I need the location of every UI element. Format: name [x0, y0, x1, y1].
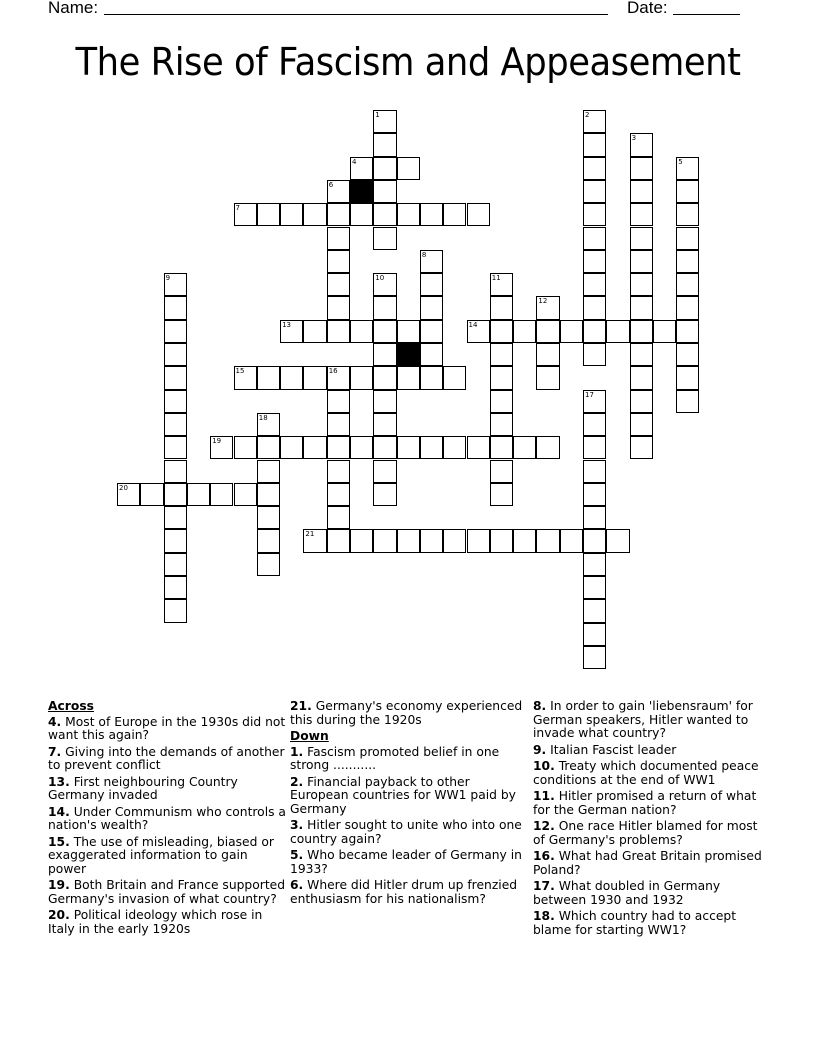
grid-cell[interactable]	[420, 320, 443, 343]
grid-cell[interactable]	[606, 320, 629, 343]
grid-cell[interactable]	[467, 529, 490, 552]
grid-cell[interactable]	[583, 599, 606, 622]
grid-cell[interactable]	[630, 296, 653, 319]
grid-cell[interactable]	[187, 483, 210, 506]
grid-cell[interactable]	[630, 436, 653, 459]
down-heading: Down	[290, 729, 329, 743]
grid-cell[interactable]	[327, 390, 350, 413]
grid-cell[interactable]	[164, 296, 187, 319]
clue-number: 16	[328, 367, 338, 376]
grid-cell[interactable]	[280, 320, 303, 343]
clue-across-13: 13. First neighbouring Country Germany invaded	[48, 774, 238, 802]
grid-cell[interactable]	[583, 436, 606, 459]
grid-cell[interactable]	[676, 250, 699, 273]
grid-cell[interactable]	[583, 110, 606, 133]
grid-cell[interactable]	[303, 203, 326, 226]
grid-cell[interactable]	[257, 483, 280, 506]
grid-cell[interactable]	[140, 483, 163, 506]
clues-column-2	[290, 700, 530, 909]
grid-cell[interactable]	[583, 250, 606, 273]
grid-cell[interactable]	[327, 203, 350, 226]
grid-cell[interactable]	[164, 599, 187, 622]
grid-cell[interactable]	[350, 366, 373, 389]
grid-cell[interactable]	[583, 157, 606, 180]
grid-cell[interactable]	[490, 296, 513, 319]
clue-across-21: 21. Germany's economy experienced this during the 1920s	[290, 699, 523, 727]
grid-cell[interactable]	[630, 413, 653, 436]
grid-cell[interactable]	[630, 273, 653, 296]
clue-down-3: 3. Hitler sought to unite who into one country again?	[290, 818, 522, 846]
grid-cell[interactable]	[164, 506, 187, 529]
clue-number: 11	[491, 274, 501, 283]
grid-cell[interactable]	[676, 320, 699, 343]
grid-cell[interactable]	[583, 296, 606, 319]
clue-number: 2	[585, 111, 590, 119]
grid-cell[interactable]	[373, 110, 396, 133]
clue-number: 6	[328, 180, 334, 189]
grid-cell[interactable]	[630, 227, 653, 250]
grid-cell[interactable]	[327, 413, 350, 436]
grid-cell[interactable]	[583, 413, 606, 436]
grid-cell[interactable]	[373, 343, 396, 366]
clue-number: 10	[375, 274, 385, 283]
grid-cell[interactable]	[164, 436, 187, 459]
clue-across-19: 19. Both Britain and France supported Germany's invasion of what country?	[48, 878, 286, 906]
grid-cell[interactable]	[397, 529, 420, 552]
clue-down-5: 5. Who became leader of Germany in 1933?	[290, 848, 522, 876]
grid-cell[interactable]	[676, 366, 699, 389]
grid-cell[interactable]	[630, 157, 653, 180]
grid-cell[interactable]	[397, 157, 420, 180]
grid-cell[interactable]	[373, 227, 396, 250]
grid-cell[interactable]	[234, 436, 257, 459]
grid-cell[interactable]	[676, 390, 699, 413]
grid-cell[interactable]	[164, 343, 187, 366]
grid-cell[interactable]	[257, 460, 280, 483]
grid-cell[interactable]	[373, 436, 396, 459]
grid-cell[interactable]	[164, 483, 187, 506]
grid-cell[interactable]	[420, 273, 443, 296]
clue-down-17: 17. What doubled in Germany between 1930 and 1932	[533, 879, 721, 907]
grid-cell[interactable]	[560, 529, 583, 552]
grid-cell[interactable]	[373, 296, 396, 319]
grid-cell[interactable]	[327, 227, 350, 250]
grid-cell[interactable]	[490, 529, 513, 552]
grid-cell[interactable]	[536, 343, 559, 366]
grid-cell[interactable]	[467, 436, 490, 459]
clue-down-9: 9. Italian Fascist leader	[533, 742, 677, 757]
grid-cell[interactable]	[583, 553, 606, 576]
grid-cell[interactable]	[583, 180, 606, 203]
grid-cell[interactable]	[513, 320, 536, 343]
grid-cell[interactable]	[630, 203, 653, 226]
grid-cell[interactable]	[280, 366, 303, 389]
grid-cell[interactable]	[164, 273, 187, 296]
clue-down-6: 6. Where did Hitler drum up frenzied enthusiasm for his nationalism?	[290, 878, 518, 906]
grid-cell[interactable]	[257, 506, 280, 529]
grid-cell[interactable]	[630, 320, 653, 343]
grid-cell[interactable]	[327, 250, 350, 273]
grid-cell[interactable]	[583, 133, 606, 156]
clue-down-2: 2. Financial payback to other European countries for WW1 paid by Germany	[290, 774, 516, 816]
grid-cell[interactable]	[536, 296, 559, 319]
grid-cell[interactable]	[490, 436, 513, 459]
across-heading: Across	[48, 699, 94, 713]
grid-cell[interactable]	[583, 203, 606, 226]
grid-cell[interactable]	[536, 320, 559, 343]
grid-cell[interactable]	[420, 366, 443, 389]
clue-across-15: 15. The use of misleading, biased or exaggerated information to gain power	[48, 834, 274, 876]
grid-cell[interactable]	[443, 436, 466, 459]
grid-cell[interactable]	[280, 436, 303, 459]
grid-cell[interactable]	[350, 436, 373, 459]
grid-cell[interactable]	[327, 506, 350, 529]
clues-column-1	[48, 700, 288, 939]
clue-down-1: 1. Fascism promoted belief in one strong ...........	[290, 744, 500, 772]
clue-down-12: 12. One race Hitler blamed for most of Germany's problems?	[533, 819, 758, 847]
grid-cell[interactable]	[490, 366, 513, 389]
grid-cell[interactable]	[327, 529, 350, 552]
grid-cell[interactable]	[490, 273, 513, 296]
grid-cell[interactable]	[303, 320, 326, 343]
clue-number: 17	[585, 390, 594, 399]
grid-cell[interactable]	[164, 529, 187, 552]
clue-across-7: 7. Giving into the demands of another to prevent conflict	[48, 744, 285, 772]
grid-cell[interactable]	[373, 273, 396, 296]
grid-cell[interactable]	[350, 203, 373, 226]
black-cell	[397, 343, 420, 366]
grid-cell[interactable]	[234, 366, 257, 389]
grid-cell[interactable]	[164, 413, 187, 436]
clue-number: 18	[258, 413, 268, 422]
grid-cell[interactable]	[327, 460, 350, 483]
grid-cell[interactable]	[164, 553, 187, 576]
grid-cell[interactable]	[257, 553, 280, 576]
grid-cell[interactable]	[630, 180, 653, 203]
grid-cell[interactable]	[257, 203, 280, 226]
clue-number: 12	[538, 297, 548, 306]
grid-cell[interactable]	[560, 320, 583, 343]
grid-cell[interactable]	[420, 296, 443, 319]
grid-cell[interactable]	[373, 529, 396, 552]
grid-cell[interactable]	[420, 436, 443, 459]
clue-down-10: 10. Treaty which documented peace conditions at the end of WW1	[533, 759, 759, 787]
grid-cell[interactable]	[490, 413, 513, 436]
grid-cell[interactable]	[443, 203, 466, 226]
grid-cell[interactable]	[117, 483, 140, 506]
grid-cell[interactable]	[676, 157, 699, 180]
clue-number: 4	[352, 157, 357, 166]
grid-cell[interactable]	[630, 343, 653, 366]
grid-cell[interactable]	[490, 343, 513, 366]
grid-cell[interactable]	[513, 529, 536, 552]
grid-cell[interactable]	[606, 529, 629, 552]
grid-cell[interactable]	[490, 390, 513, 413]
grid-cell[interactable]	[373, 366, 396, 389]
grid-cell[interactable]	[164, 366, 187, 389]
grid-cell[interactable]	[443, 529, 466, 552]
grid-cell[interactable]	[583, 576, 606, 599]
grid-cell[interactable]	[373, 203, 396, 226]
grid-cell[interactable]	[327, 483, 350, 506]
grid-cell[interactable]	[467, 320, 490, 343]
grid-cell[interactable]	[630, 366, 653, 389]
grid-cell[interactable]	[327, 296, 350, 319]
grid-cell[interactable]	[210, 483, 233, 506]
grid-cell[interactable]	[397, 320, 420, 343]
grid-cell[interactable]	[467, 203, 490, 226]
clue-number: 9	[165, 274, 171, 283]
grid-cell[interactable]	[373, 483, 396, 506]
clue-number: 8	[421, 250, 427, 259]
grid-cell[interactable]	[653, 320, 676, 343]
grid-cell[interactable]	[490, 483, 513, 506]
clue-number: 5	[678, 157, 683, 166]
clue-down-18: 18. Which country had to accept blame for starting WW1?	[533, 909, 737, 937]
grid-cell[interactable]	[536, 436, 559, 459]
grid-cell[interactable]	[676, 343, 699, 366]
page-title: The Rise of Fascism and Appeasement	[75, 40, 741, 84]
grid-cell[interactable]	[490, 320, 513, 343]
clue-across-14: 14. Under Communism who controls a nation's wealth?	[48, 804, 286, 832]
grid-cell[interactable]	[443, 366, 466, 389]
clue-number: 15	[235, 367, 245, 376]
grid-cell[interactable]	[373, 157, 396, 180]
grid-cell[interactable]	[583, 390, 606, 413]
grid-cell[interactable]	[676, 203, 699, 226]
grid-cell[interactable]	[303, 436, 326, 459]
grid-cell[interactable]	[350, 320, 373, 343]
grid-cell[interactable]	[164, 320, 187, 343]
grid-cell[interactable]	[536, 529, 559, 552]
grid-cell[interactable]	[303, 529, 326, 552]
grid-cell[interactable]	[373, 133, 396, 156]
grid-cell[interactable]	[397, 203, 420, 226]
grid-cell[interactable]	[583, 623, 606, 646]
clue-number: 3	[631, 134, 637, 143]
grid-cell[interactable]	[373, 320, 396, 343]
clue-number: 14	[468, 320, 478, 329]
clue-number: 13	[282, 320, 292, 329]
grid-cell[interactable]	[420, 250, 443, 273]
grid-cell[interactable]	[397, 366, 420, 389]
grid-cell[interactable]	[327, 366, 350, 389]
grid-cell[interactable]	[583, 646, 606, 669]
name-label: Name:	[48, 0, 99, 17]
grid-cell[interactable]	[327, 273, 350, 296]
grid-cell[interactable]	[210, 436, 233, 459]
grid-cell[interactable]	[630, 390, 653, 413]
grid-cell[interactable]	[303, 366, 326, 389]
grid-cell[interactable]	[420, 203, 443, 226]
grid-cell[interactable]	[583, 506, 606, 529]
clue-across-4: 4. Most of Europe in the 1930s did not want this again?	[48, 714, 286, 742]
grid-cell[interactable]	[234, 203, 257, 226]
grid-cell[interactable]	[373, 460, 396, 483]
grid-cell[interactable]	[234, 483, 257, 506]
grid-cell[interactable]	[164, 576, 187, 599]
grid-cell[interactable]	[257, 529, 280, 552]
grid-cell[interactable]	[373, 413, 396, 436]
clue-number: 1	[375, 111, 380, 119]
clue-down-16: 16. What had Great Britain promised Poland?	[533, 849, 762, 877]
grid-cell[interactable]	[257, 436, 280, 459]
grid-cell[interactable]	[536, 366, 559, 389]
grid-cell[interactable]	[420, 529, 443, 552]
grid-cell[interactable]	[676, 227, 699, 250]
grid-cell[interactable]	[327, 320, 350, 343]
grid-cell[interactable]	[490, 460, 513, 483]
grid-cell[interactable]	[583, 343, 606, 366]
black-cell	[350, 180, 373, 203]
clue-down-11: 11. Hitler promised a return of what for the German nation?	[533, 789, 757, 817]
clue-across-20: 20. Political ideology which rose in Italy in the early 1920s	[48, 908, 263, 936]
grid-cell[interactable]	[397, 436, 420, 459]
grid-cell[interactable]	[420, 343, 443, 366]
clue-number: 19	[212, 437, 222, 446]
grid-cell[interactable]	[350, 157, 373, 180]
grid-cell[interactable]	[327, 180, 350, 203]
grid-cell[interactable]	[373, 390, 396, 413]
grid-cell[interactable]	[164, 460, 187, 483]
clues-column-3	[533, 700, 773, 940]
grid-cell[interactable]	[257, 413, 280, 436]
grid-cell[interactable]	[676, 180, 699, 203]
grid-cell[interactable]	[373, 180, 396, 203]
grid-cell[interactable]	[257, 366, 280, 389]
grid-cell[interactable]	[630, 133, 653, 156]
grid-cell[interactable]	[583, 529, 606, 552]
clue-number: 20	[119, 483, 128, 492]
grid-cell[interactable]	[164, 390, 187, 413]
grid-cell[interactable]	[350, 529, 373, 552]
grid-cell[interactable]	[676, 273, 699, 296]
clue-down-8: 8. In order to gain 'liebensraum' for German speakers, Hitler wanted to invade what country?	[533, 699, 753, 740]
clue-number: 7	[235, 204, 240, 213]
grid-cell[interactable]	[630, 250, 653, 273]
grid-cell[interactable]	[676, 296, 699, 319]
grid-cell[interactable]	[583, 227, 606, 250]
clue-number: 21	[305, 530, 315, 539]
grid-cell[interactable]	[583, 460, 606, 483]
grid-cell[interactable]	[513, 436, 536, 459]
grid-cell[interactable]	[583, 483, 606, 506]
grid-cell[interactable]	[327, 436, 350, 459]
grid-cell[interactable]	[280, 203, 303, 226]
grid-cell[interactable]	[583, 320, 606, 343]
grid-cell[interactable]	[583, 273, 606, 296]
date-label: Date:	[627, 0, 668, 17]
